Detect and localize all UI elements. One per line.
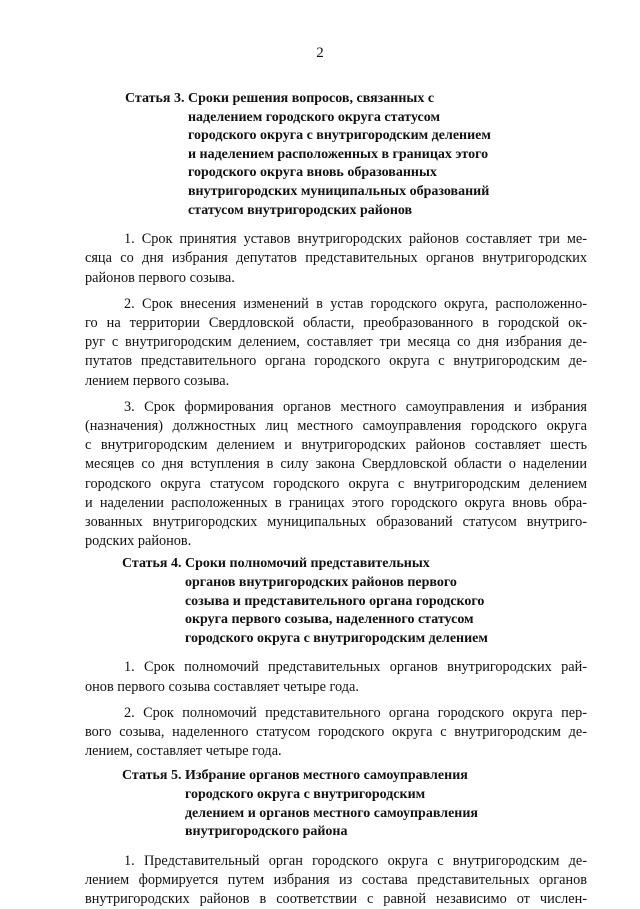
article-3-title-line: наделением городского округа статусом [187, 109, 441, 125]
article-5-title [185, 767, 587, 841]
paragraph-line: месяцев со дня вступления в силу закона Свердловской области о наделении [85, 456, 587, 473]
paragraph-line: лением первого созыва. [85, 372, 230, 389]
paragraph-line: 1. Представительный орган городского округа с внутригородским де- [124, 852, 587, 869]
article-5-title-line: делением и органов местного самоуправления [184, 805, 478, 821]
article-4-title-line: органов внутригородских районов первого [184, 575, 457, 590]
article-4-paragraph-2 [85, 704, 587, 762]
article-3-heading [125, 90, 587, 220]
paragraph-line: зованных внутригородских муниципальных образований статусом внутриго- [85, 514, 587, 530]
article-5-title-line: внутригородского района [184, 824, 348, 840]
article-3-title-line: и наделением расположенных в границах этого [187, 146, 489, 162]
paragraph-line: 2. Срок внесения изменений в устав городского округа, расположенно- [124, 295, 587, 312]
article-4-title-line: Сроки полномочий представительных [184, 556, 430, 572]
article-4-paragraph-1 [85, 658, 587, 696]
article-5-title-line: Избрание органов местного самоуправления [184, 768, 468, 784]
article-3-title-line: статусом внутригородских районов [187, 202, 413, 218]
paragraph-line: городского округа статусом городского округа с внутригородским делением [85, 475, 587, 492]
paragraph-line: (назначения) должностных лиц местного самоуправления городского округа [85, 417, 587, 434]
paragraph-line: 1. Срок принятия уставов внутригородских районов составляет три ме- [124, 231, 587, 248]
article-4-label: Статья 4. [122, 556, 185, 572]
paragraph-line: 3. Срок формирования органов местного самоуправления и избрания [124, 398, 587, 415]
paragraph-line: родских районов. [85, 533, 192, 550]
paragraph-line: и наделении расположенных в границах этого городского округа вновь обра- [85, 494, 587, 511]
page-number: 2 [316, 45, 324, 61]
paragraph-line: сяца со дня избрания депутатов представительных органов внутригородских [85, 250, 587, 267]
article-3-title-line: городского округа вновь образованных [187, 165, 437, 181]
article-5-paragraph-1 [85, 852, 587, 909]
paragraph-line: онов первого созыва составляет четыре года. [85, 678, 359, 695]
paragraph-line: районов первого созыва. [85, 269, 235, 286]
paragraph-line: вого созыва, наделенного статусом городского округа с внутригородским де- [85, 723, 587, 740]
article-3-title-line: Сроки решения вопросов, связанных с [187, 91, 435, 106]
document-body [85, 90, 587, 909]
article-3-label: Статья 3. [125, 91, 188, 106]
paragraph-line: лением, составляет четыре года. [85, 743, 282, 760]
article-3-paragraph-2 [85, 295, 587, 391]
article-3-paragraph-1 [85, 230, 587, 288]
paragraph-line: руг с внутригородским делением, составляет три месяца со дня избрания де- [85, 334, 587, 351]
paragraph-line: 2. Срок полномочий представительного органа городского округа пер- [124, 704, 587, 721]
article-5-label: Статья 5. [122, 768, 185, 784]
article-4-title-line: созыва и представительного органа городского [184, 593, 485, 609]
paragraph-line: лением формируется путем избрания из состава представительных органов [85, 871, 587, 888]
article-4-title [185, 555, 587, 648]
article-4-title-line: городского округа с внутригородским делением [184, 630, 488, 646]
article-3-title [188, 90, 587, 220]
paragraph-line: 1. Срок полномочий представительных органов внутригородских рай- [124, 659, 587, 676]
paragraph-line: путатов представительного органа городского округа с внутригородским де- [85, 353, 587, 370]
paragraph-line: го на территории Свердловской области, преобразованного в городской ок- [85, 314, 587, 331]
article-3-paragraph-3 [85, 398, 587, 552]
article-4-heading [122, 555, 587, 648]
article-3-title-line: внутригородских муниципальных образований [187, 183, 490, 199]
paragraph-line: внутригородских районов в соответствии с равной независимо от числен- [85, 891, 587, 908]
article-3-title-line: городского округа с внутригородским делением [187, 128, 491, 144]
article-4-title-line: округа первого созыва, наделенного статусом [184, 612, 474, 628]
article-5-title-line: городского округа с внутригородским [184, 786, 426, 802]
article-5-heading [122, 767, 587, 841]
paragraph-line: с внутригородским делением и внутригородских районов составляет шесть [85, 437, 587, 454]
